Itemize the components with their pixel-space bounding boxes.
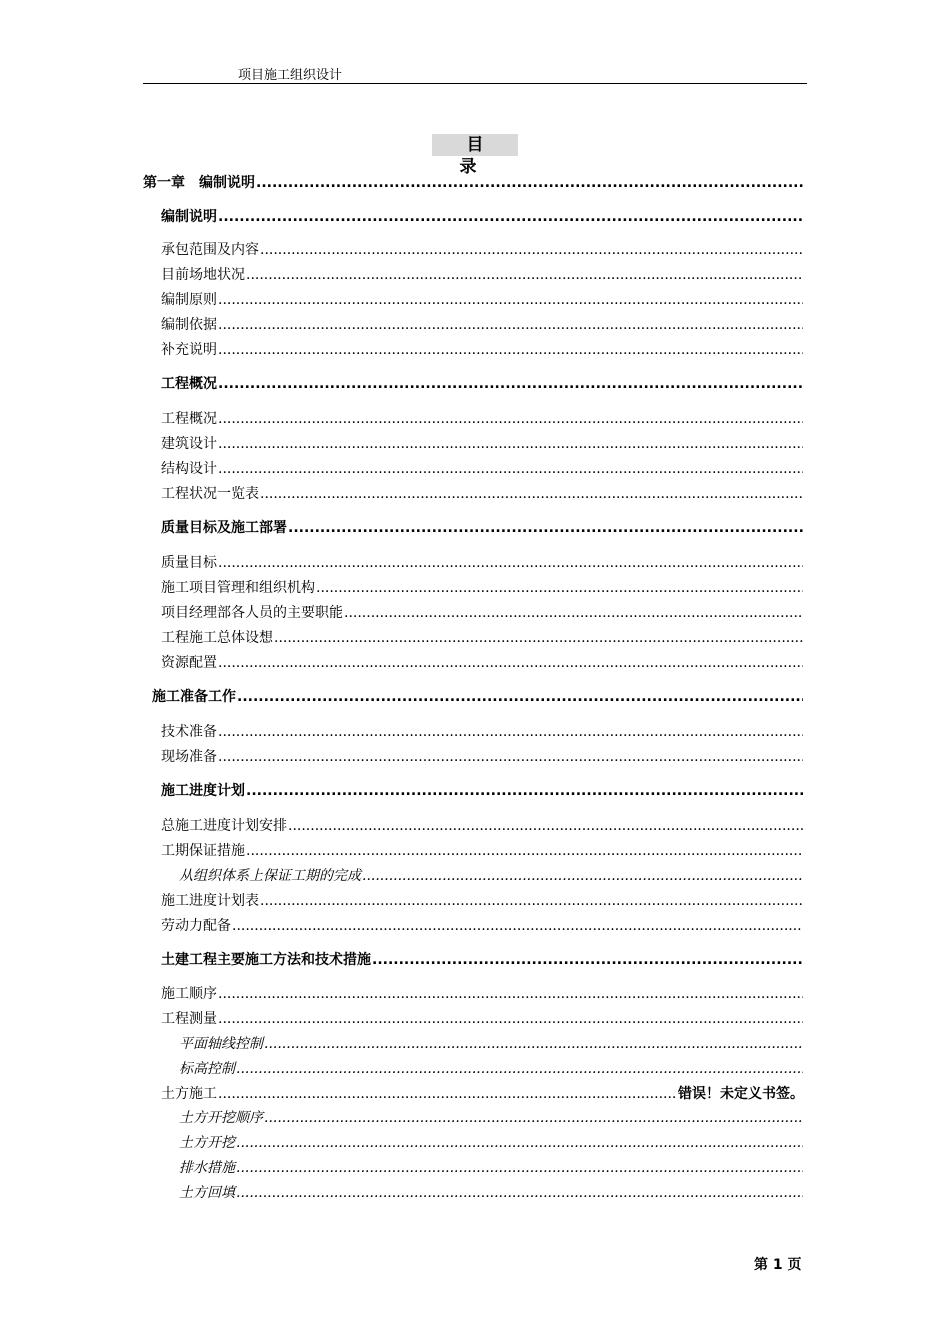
toc-dot-leader (218, 986, 803, 1002)
toc-entry[interactable] (161, 433, 804, 453)
toc-entry[interactable] (161, 915, 804, 935)
toc-entry[interactable] (152, 686, 804, 706)
toc-dot-leader (246, 783, 803, 799)
toc-entry[interactable] (161, 408, 804, 428)
toc-entry-label: 土方开挖顺序 (179, 1110, 263, 1126)
toc-entry-label: 土方施工 (161, 1086, 217, 1102)
toc-entry[interactable] (179, 1107, 804, 1127)
toc-entry-label: 工程测量 (161, 1011, 217, 1027)
toc-entry[interactable] (161, 890, 804, 910)
toc-entry[interactable] (161, 373, 804, 393)
toc-dot-leader (316, 580, 803, 596)
toc-entry-label: 技术准备 (161, 724, 217, 740)
toc-entry-label: 施工项目管理和组织机构 (161, 580, 315, 596)
toc-dot-leader (236, 1061, 803, 1077)
toc-entry[interactable] (179, 1157, 804, 1177)
toc-dot-leader (260, 486, 803, 502)
toc-dot-leader (237, 689, 803, 705)
toc-entry-label: 编制原则 (161, 292, 217, 308)
toc-dot-leader (218, 749, 803, 765)
toc-dot-leader (218, 724, 803, 740)
toc-entry[interactable] (161, 780, 804, 800)
toc-entry-label: 施工进度计划表 (161, 893, 259, 909)
toc-entry[interactable] (161, 206, 804, 226)
toc-dot-leader (372, 952, 803, 968)
toc-entry-label: 排水措施 (179, 1160, 235, 1176)
toc-dot-leader (288, 818, 803, 834)
toc-entry-label: 项目经理部各人员的主要职能 (161, 605, 343, 621)
toc-entry-label: 编制说明 (161, 209, 217, 225)
toc-entry-label: 施工顺序 (161, 986, 217, 1002)
toc-entry-label: 建筑设计 (161, 436, 217, 452)
toc-entry-label: 土方开挖 (179, 1135, 235, 1151)
toc-entry-label: 工程概况 (161, 411, 217, 427)
toc-dot-leader (232, 918, 803, 934)
running-header: 项目施工组织设计 (238, 68, 343, 83)
toc-dot-leader (246, 843, 803, 859)
header-rule (143, 83, 807, 84)
toc-entry-label: 从组织体系上保证工期的完成 (179, 868, 361, 884)
toc-dot-leader (218, 1011, 803, 1027)
toc-entry-label: 施工准备工作 (152, 689, 236, 705)
toc-entry[interactable] (161, 458, 804, 478)
toc-dot-leader (218, 411, 803, 427)
toc-entry-label: 结构设计 (161, 461, 217, 477)
toc-dot-leader (218, 317, 803, 333)
toc-dot-leader (218, 209, 803, 225)
toc-dot-leader (218, 342, 803, 358)
toc-entry-label: 劳动力配备 (161, 918, 231, 934)
toc-entry-page: 错误！未定义书签。 (678, 1086, 804, 1102)
toc-dot-leader (236, 1160, 803, 1176)
toc-entry[interactable] (161, 577, 804, 597)
toc-entry-label: 标高控制 (179, 1061, 235, 1077)
toc-dot-leader (246, 267, 803, 283)
toc-entry[interactable] (161, 627, 804, 647)
toc-entry[interactable] (161, 983, 804, 1003)
toc-entry[interactable] (161, 652, 804, 672)
toc-dot-leader (362, 868, 803, 884)
toc-entry-label: 总施工进度计划安排 (161, 818, 287, 834)
toc-entry-label: 工程概况 (161, 376, 217, 392)
toc-entry[interactable] (161, 721, 804, 741)
toc-entry[interactable] (179, 1033, 804, 1053)
toc-entry[interactable] (161, 815, 804, 835)
toc-dot-leader (218, 461, 803, 477)
toc-entry-label: 工程状况一览表 (161, 486, 259, 502)
toc-dot-leader (260, 893, 803, 909)
toc-entry-label: 资源配置 (161, 655, 217, 671)
toc-entry-label: 现场准备 (161, 749, 217, 765)
toc-entry[interactable] (179, 1132, 804, 1152)
toc-entry[interactable] (161, 289, 804, 309)
toc-entry[interactable] (161, 552, 804, 572)
toc-entry-label: 编制依据 (161, 317, 217, 333)
toc-entry-label: 质量目标 (161, 555, 217, 571)
toc-dot-leader (218, 555, 803, 571)
toc-dot-leader (288, 520, 803, 536)
toc-entry-label: 施工进度计划 (161, 783, 245, 799)
toc-entry[interactable] (161, 517, 804, 537)
toc-entry[interactable] (143, 172, 804, 192)
toc-entry[interactable] (161, 339, 804, 359)
toc-entry[interactable] (161, 602, 804, 622)
toc-entry-label: 土建工程主要施工方法和技术措施 (161, 952, 371, 968)
toc-entry-label: 工程施工总体设想 (161, 630, 273, 646)
toc-entry[interactable] (179, 865, 804, 885)
toc-dot-leader (344, 605, 803, 621)
toc-entry[interactable] (161, 746, 804, 766)
toc-entry-label: 目前场地状况 (161, 267, 245, 283)
toc-entry-label: 工期保证措施 (161, 843, 245, 859)
toc-dot-leader (236, 1185, 803, 1201)
toc-dot-leader (218, 376, 803, 392)
toc-entry[interactable] (161, 314, 804, 334)
toc-entry[interactable] (161, 264, 804, 284)
toc-dot-leader (218, 292, 803, 308)
toc-entry[interactable] (161, 239, 804, 259)
toc-entry[interactable] (179, 1058, 804, 1078)
toc-dot-leader (264, 1036, 803, 1052)
toc-entry-label: 平面轴线控制 (179, 1036, 263, 1052)
toc-entry-label: 补充说明 (161, 342, 217, 358)
toc-title: 目 录 (432, 134, 518, 156)
toc-dot-leader (236, 1135, 803, 1151)
toc-dot-leader (274, 630, 803, 646)
toc-dot-leader (260, 242, 803, 258)
toc-dot-leader (218, 655, 803, 671)
toc-entry[interactable] (179, 1182, 804, 1202)
toc-dot-leader (218, 436, 803, 452)
toc-dot-leader (264, 1110, 803, 1126)
toc-entry-label: 质量目标及施工部署 (161, 520, 287, 536)
toc-entry-label: 承包范围及内容 (161, 242, 259, 258)
toc-entry-label: 第一章 编制说明 (143, 175, 255, 191)
page-number: 第 1 页 (754, 1257, 802, 1273)
toc-dot-leader (218, 1086, 677, 1102)
toc-entry[interactable] (161, 949, 804, 969)
toc-entry[interactable] (161, 1008, 804, 1028)
toc-dot-leader (256, 175, 803, 191)
toc-entry[interactable] (161, 1083, 804, 1103)
toc-entry[interactable] (161, 483, 804, 503)
toc-entry[interactable] (161, 840, 804, 860)
toc-entry-label: 土方回填 (179, 1185, 235, 1201)
